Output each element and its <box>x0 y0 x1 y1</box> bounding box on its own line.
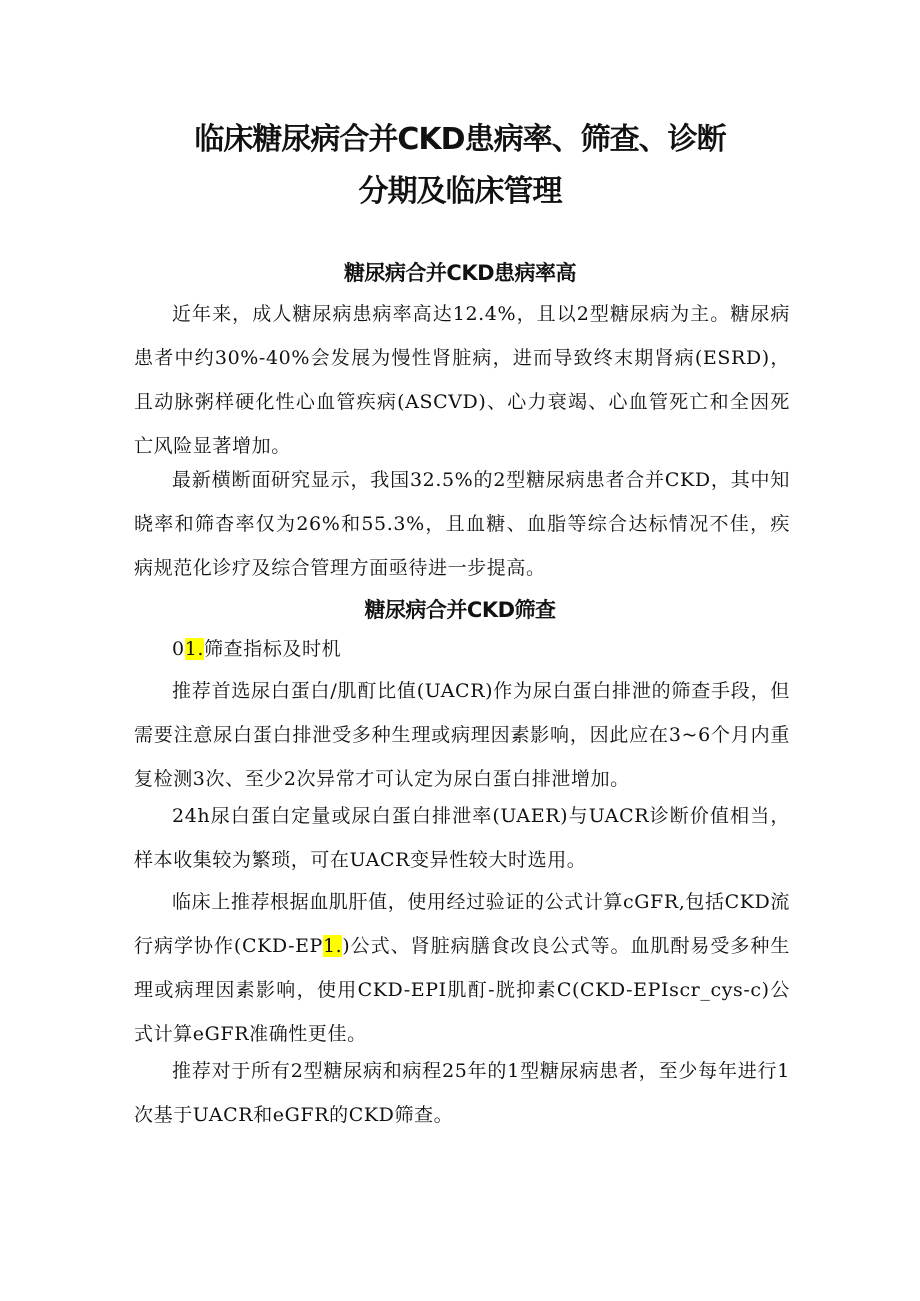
document-title-line-1: 临床糖尿病合并CKD患病率、筛查、诊断 <box>194 122 726 157</box>
egfr-text-before: 临床上推荐根据血肌肝值，使用经过验证的公式计算cGFR,包括CKD流行病学协作(CKD-EP <box>134 891 790 957</box>
paragraph-prevalence-1: 近年来，成人糖尿病患病率高达12.4%，且以2型糖尿病为主。糖尿病患者中约30%-40%会发展为慢性肾脏病，进而导致终末期肾病(ESRD)，且动脉粥样硬化性心血管疾病(ASCVD)、心力衰竭、心血管死亡和全因死亡风险显著增加。 <box>134 303 790 457</box>
paragraph-prevalence-2: 最新横断面研究显示，我国32.5%的2型糖尿病患者合并CKD，其中知晓率和筛杳率仅为26%和55.3%，且血糖、血脂等综合达标情况不佳，疾病规范化诊疗及综合管理方面亟待进一步提高。 <box>134 469 790 579</box>
paragraph-screening-egfr <box>134 880 790 1056</box>
item-number-prefix: 0 <box>172 638 185 660</box>
highlighted-item-number: 1. <box>184 638 205 660</box>
section-heading-screening: 糖尿病合并CKD筛查 <box>364 598 556 622</box>
egfr-text-after: )公式、肾脏病膳食改良公式等。血肌酎易受多种生理或病理因素影响，使用CKD-EPI肌酊-胱抑素C(CKD-EPIscr_cys-c)公式计算eGFR准确性更佳。 <box>134 935 790 1045</box>
paragraph-screening-frequency: 推荐对于所有2型糖尿病和病程25年的1型糖尿病患者，至少每年进行1次基于UACR和eGFR的CKD筛查。 <box>134 1060 790 1126</box>
paragraph-screening-uacr: 推荐首选尿白蛋白/肌酊比值(UACR)作为尿白蛋白排泄的筛查手段，但需要注意尿白蛋白排泄受多种生理或病理因素影响，因此应在3~6个月内重复检测3次、至少2次异常才可认定为尿白蛋白排泄增加。 <box>134 680 790 790</box>
item-text: 筛查指标及时机 <box>204 638 342 660</box>
subsection-item-screening-timing <box>134 627 790 671</box>
section-heading-prevalence: 糖尿病合并CKD患病率高 <box>343 261 577 285</box>
document-title-line-2: 分期及临床管理 <box>358 174 562 209</box>
highlighted-text: 1. <box>322 935 343 957</box>
paragraph-screening-24h: 24h尿白蛋白定量或尿白蛋白排泄率(UAER)与UACR诊断价值相当，样本收集较为繁琐，可在UACR变异性较大时选用。 <box>134 805 790 871</box>
